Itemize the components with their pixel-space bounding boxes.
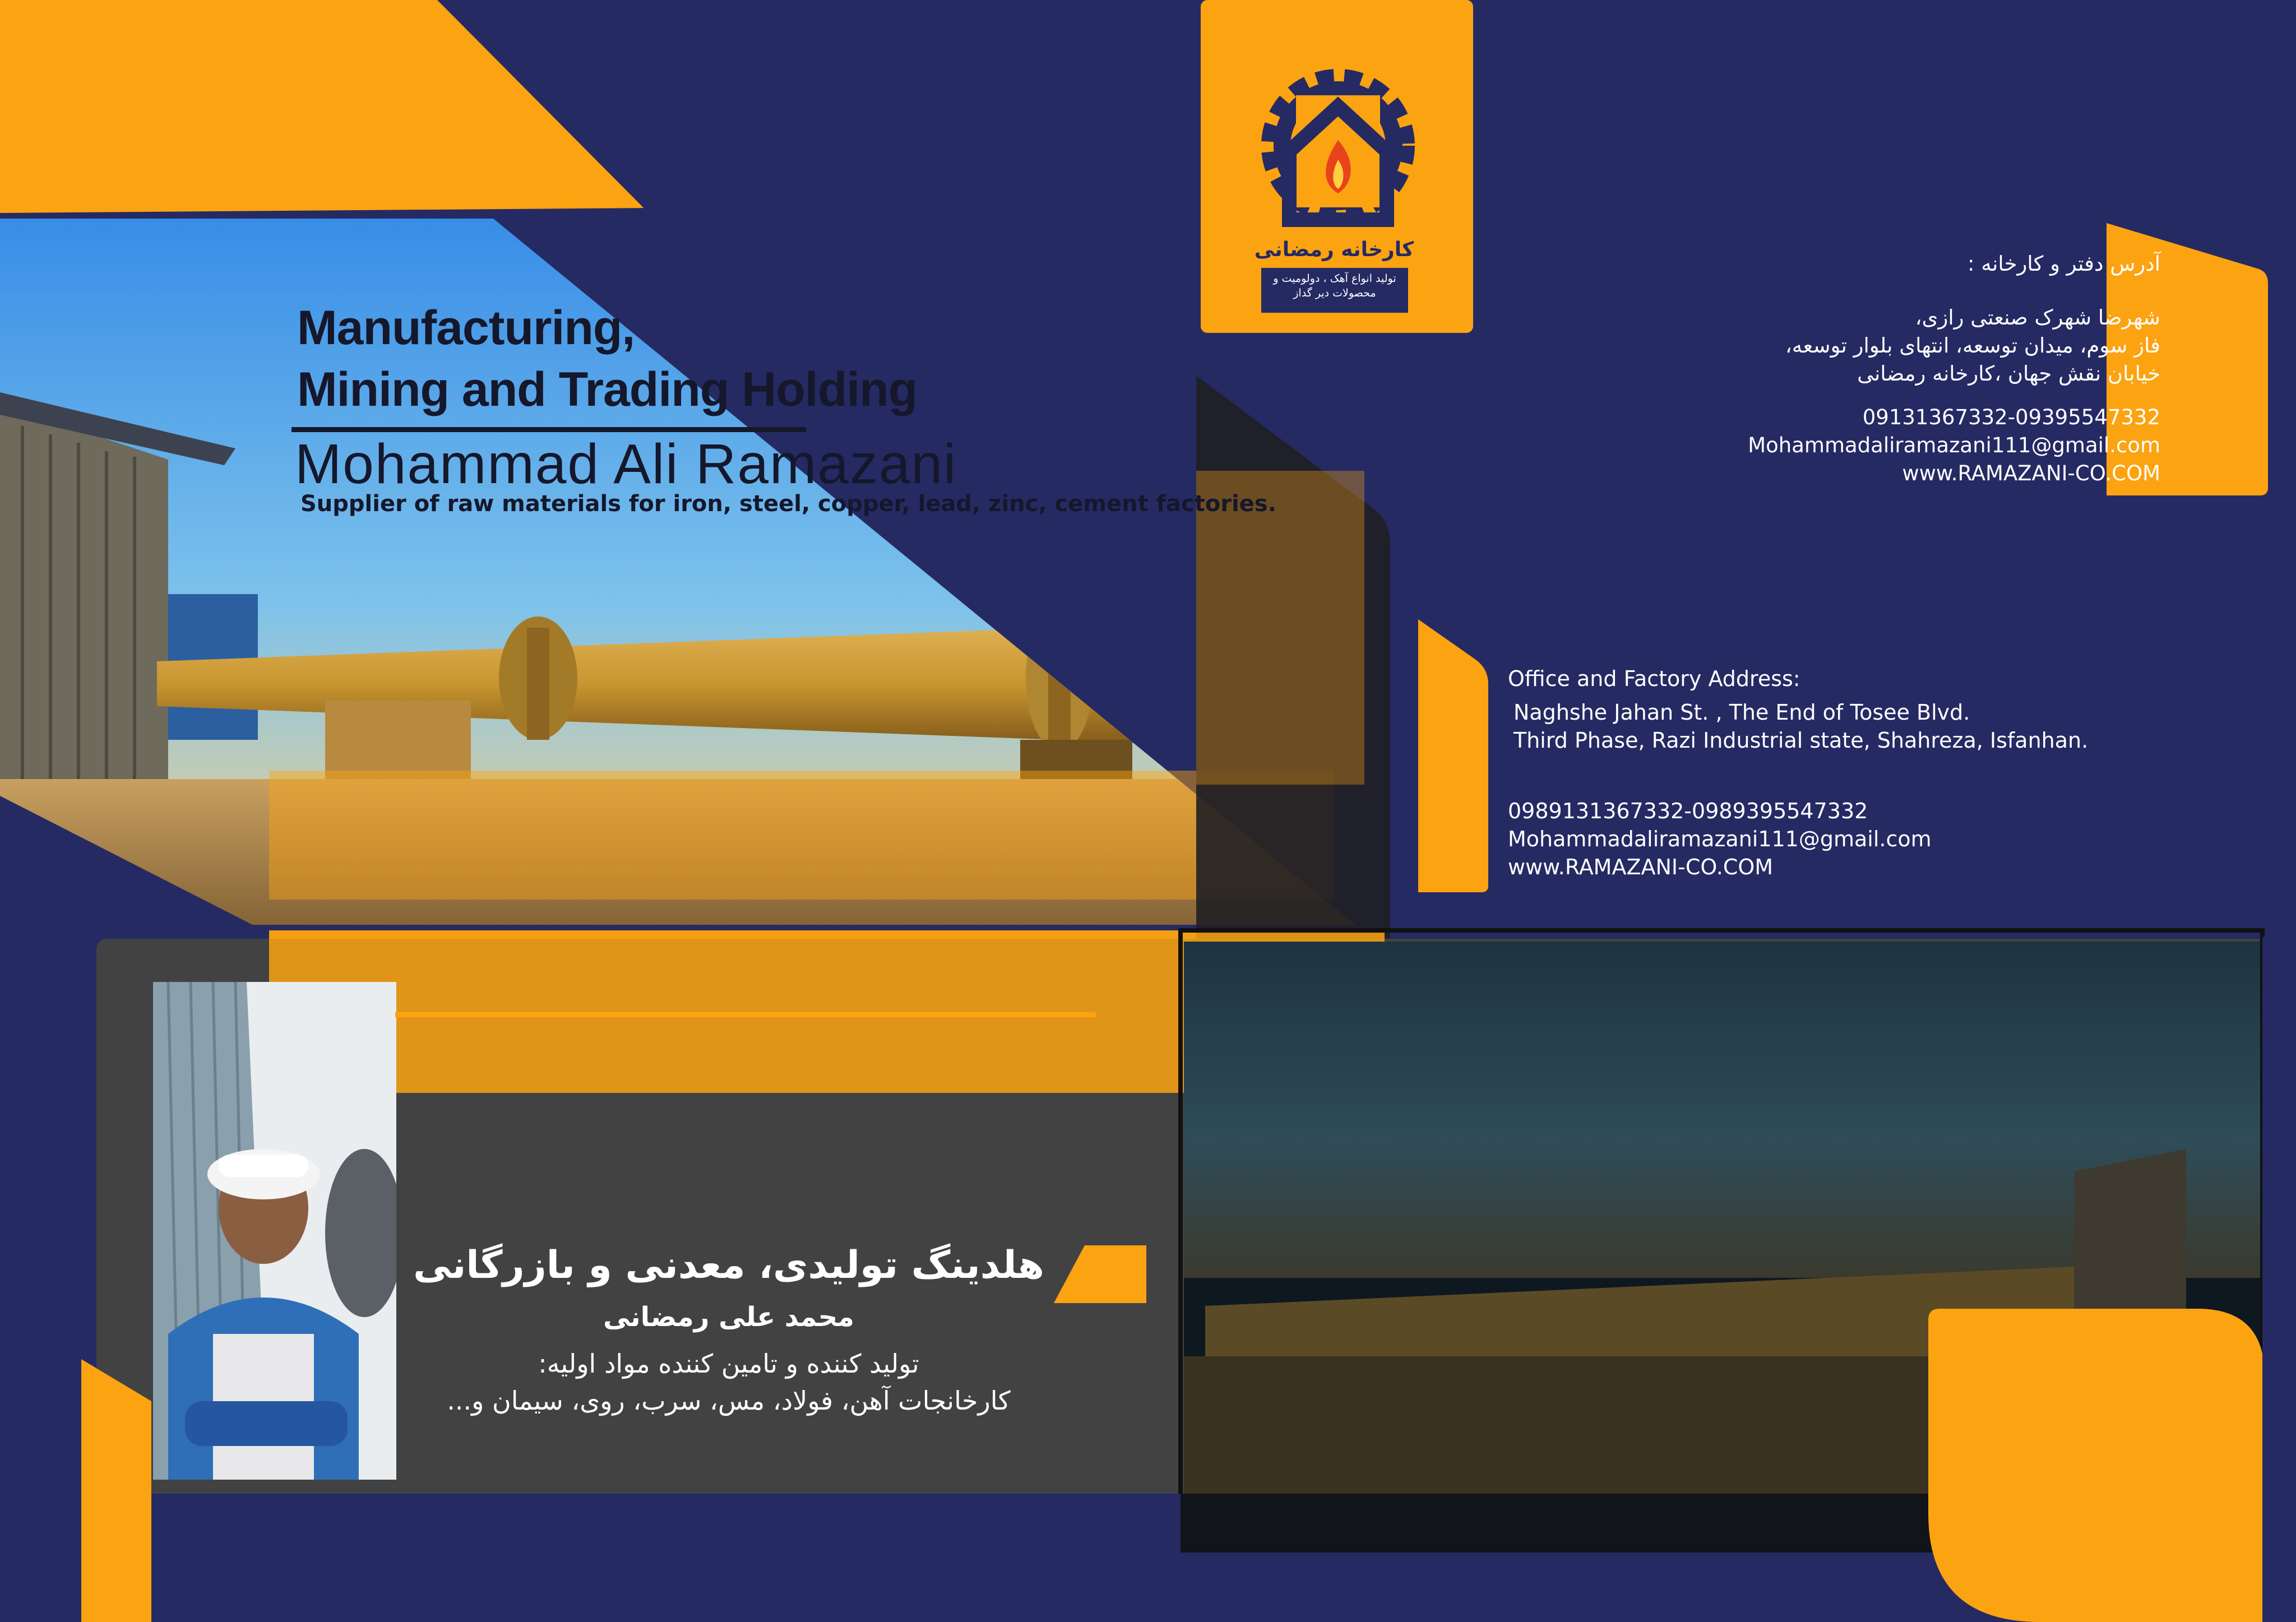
- address-fa-line2: فاز سوم، میدان توسعه، انتهای بلوار توسعه،: [1785, 333, 2160, 358]
- hero-title: [297, 297, 917, 420]
- hero-title-line2: Mining and Trading Holding: [297, 363, 918, 416]
- logo-subtitle: [1261, 271, 1408, 300]
- address-en-line1: Naghshe Jahan St. , The End of Tosee Blvd.: [1513, 700, 1970, 725]
- address-fa-line3: خیابان نقش جهان ،کارخانه رمضانی: [1857, 362, 2160, 386]
- holding-title-fa: هلدینگ تولیدی، معدنی و بازرگانی: [413, 1243, 1044, 1287]
- supplier-description-fa-line1: تولید کننده و تامین کننده مواد اولیه:: [538, 1348, 919, 1379]
- address-fa: [1748, 250, 2160, 488]
- hero-title-line1: Manufacturing,: [297, 301, 635, 355]
- address-en-heading: Office and Factory Address:: [1508, 666, 1800, 691]
- logo-subtitle-line1: تولید انواع آهک ، دولومیت و: [1273, 272, 1396, 285]
- logo: [1201, 0, 1473, 333]
- address-fa-phone: 09131367332-09395547332: [1862, 405, 2160, 429]
- logo-company-name: کارخانه رمضانی: [1254, 238, 1414, 261]
- logo-subtitle-line2: محصولات دیر گداز: [1293, 287, 1376, 299]
- address-en: [1508, 665, 2088, 881]
- supplier-description-fa: [392, 1345, 1065, 1419]
- address-en-line2: Third Phase, Razi Industrial state, Shahreza, Isfanhan.: [1513, 728, 2089, 753]
- address-en-email[interactable]: Mohammadaliramazani111@gmail.com: [1508, 827, 1932, 851]
- address-en-website[interactable]: www.RAMAZANI-CO.COM: [1508, 855, 1774, 879]
- address-fa-heading: آدرس دفتر و کارخانه :: [1968, 252, 2160, 276]
- portrait-photo: [153, 982, 404, 1480]
- address-fa-line1: شهرضا شهرک صنعتی رازی،: [1915, 305, 2160, 330]
- supplier-description-fa-line2: کارخانجات آهن، فولاد، مس، سرب، روی، سیمان و...: [447, 1385, 1011, 1416]
- owner-name-fa: محمد علی رمضانی: [603, 1301, 854, 1333]
- address-fa-email[interactable]: Mohammadaliramazani111@gmail.com: [1748, 433, 2160, 457]
- hero-supplier-text: Supplier of raw materials for iron, steel, copper, lead, zinc, cement factories.: [300, 491, 1276, 517]
- address-en-phone: 0989131367332-0989395547332: [1508, 799, 1868, 823]
- address-fa-website[interactable]: www.RAMAZANI-CO.COM: [1902, 461, 2160, 485]
- hero-owner-name: Mohammad Ali Ramazani: [295, 433, 957, 495]
